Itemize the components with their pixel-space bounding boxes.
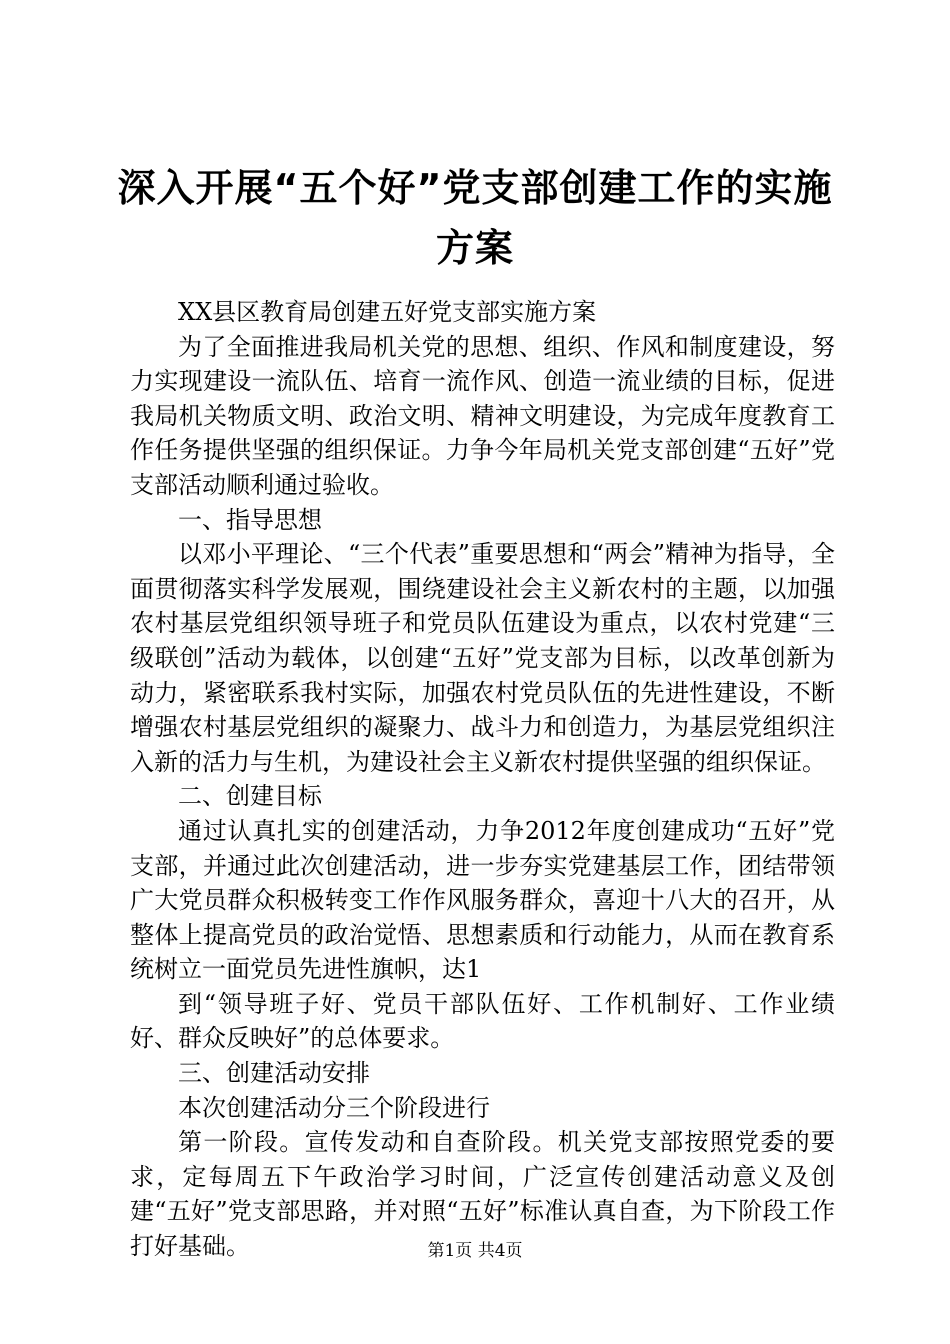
guiding-ideology-paragraph: 以邓小平理论、“三个代表”重要思想和“两会”精神为指导，全面贯彻落实科学发展观，围绕建设社会主义新农村的主题，以加强农村基层党组织领导班子和党员队伍建设为重点，以农村党建“三级联创”活动为载体，以创建“五好”党支部为目标，以改革创新为动力，紧密联系我村实际，加强农村党员队伍的先进性建设，不断增强农村基层党组织的凝聚力、战斗力和创造力，为基层党组织注入新的活力与生机，为建设社会主义新农村提供坚强的组织保证。	[130, 540, 835, 776]
section-heading-arrangement: 三、创建活动安排	[178, 1059, 370, 1088]
intro-paragraph: 为了全面推进我局机关党的思想、组织、作风和制度建设，努力实现建设一流队伍、培育一流作风、创造一流业绩的目标，促进我局机关物质文明、政治文明、精神文明建设，为完成年度教育工作任务提供坚强的组织保证。力争今年局机关党支部创建“五好”党支部活动顺利通过验收。	[130, 332, 835, 499]
document-body	[130, 295, 835, 1264]
goals-continued-paragraph: 到“领导班子好、党员干部队伍好、工作机制好、工作业绩好、群众反映好”的总体要求。	[130, 989, 835, 1053]
section-heading-guiding-ideology: 一、指导思想	[178, 505, 322, 534]
page-footer: 第1页 共4页	[427, 1241, 523, 1261]
subtitle-paragraph: XX县区教育局创建五好党支部实施方案	[178, 298, 597, 326]
document-title: 深入开展“五个好”党支部创建工作的实施方案	[117, 166, 833, 270]
section-heading-goals: 二、创建目标	[178, 782, 322, 811]
goals-paragraph: 通过认真扎实的创建活动，力争2012年度创建成功“五好”党支部，并通过此次创建活动，进一步夯实党建基层工作，团结带领广大党员群众积极转变工作作风服务群众，喜迎十八大的召开，从整体上提高党员的政治觉悟、思想素质和行动能力，从而在教育系统树立一面党员先进性旗帜，达1	[130, 816, 835, 984]
phase-one-paragraph: 第一阶段。宣传发动和自查阶段。机关党支部按照党委的要求，定每周五下午政治学习时间，广泛宣传创建活动意义及创建“五好”党支部思路，并对照“五好”标准认真自查，为下阶段工作打好基础。	[130, 1128, 835, 1261]
arrangement-intro-paragraph: 本次创建活动分三个阶段进行	[178, 1093, 490, 1122]
